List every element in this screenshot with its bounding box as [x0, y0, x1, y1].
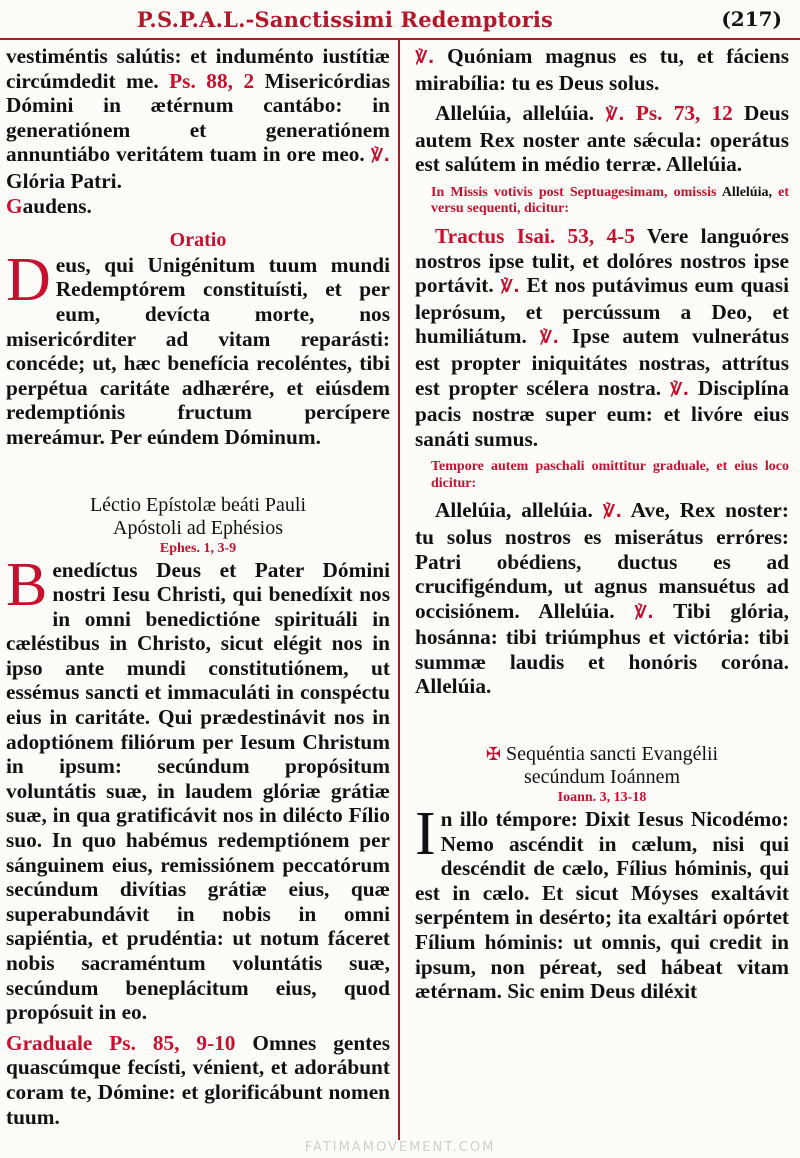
- rubric-paschal-time: Tempore autem paschali omittitur graduale, et eius loco dicitur:: [431, 459, 789, 491]
- lectio-text: Benedíctus Deus et Pater Dómini nostri Iesu Christi, qui benedíxit nos in omni benedictióne spirituáli in cæléstibus in Christo, sicut elégit nos in ipso ante mundi constitutiónem, ut essémus sancti et immaculáti in conspéctu eius in caritáte. Qui prædestinávit nos in adoptiónem filiórum per Iesum Christum in ipsum: secúndum propósitum voluntátis suæ, in laudem glóriæ grátiæ suæ, in qua gratificávit nos in dilécto Fílio suo. In quo habémus redemptiónem per sánguinem eius, remissiónem peccatórum secúndum divítias grátiæ eius, quæ superabundávit in nobis in omni sapiéntia, et prudéntia: ut notum fáceret nobis sacraméntum voluntátis suæ, secúndum beneplácitum eius, quod propósuit in eo.: [6, 550, 390, 1025]
- gospel-title: ✠ Sequéntia sancti Evangélii secúndum Ioánnem: [485, 743, 719, 789]
- tractus-label: Tractus Isai. 53, 4-5: [435, 223, 635, 248]
- versicle-icon: ℣.: [602, 502, 622, 523]
- versicle-icon: ℣.: [634, 602, 654, 623]
- cross-icon: ✠: [485, 744, 501, 765]
- versicle-icon: ℣.: [669, 379, 690, 400]
- gaudens-rest: audens.: [22, 193, 92, 218]
- gospel-text: In illo témpore: Dixit Iesus Nicodémo: Nemo ascéndit in cælum, nisi qui descéndit de cælo, Fílius hóminis, qui est in cælo. Et sicut Móyses exaltávit serpéntem in desérto; ita exaltári opórtet Fílium hóminis: ut omnis, qui credit in ipsum, non péreat, sed hábeat vitam ætérnam. Sic enim Deus diléxit: [415, 800, 789, 1004]
- paschal-alleluia: Allelúia, allelúia. ℣. Ave, Rex noster: tu solus nostros es miserátus erróres: Patri obédiens, ductus es ad crucifigéndum, ut agnus mansuétus ad occisiónem. Allelúia. ℣. Tibi glória, hosánna: tibi triúmphus et victória: tibi summæ laudis et honóris coróna. Allelúia.: [415, 498, 789, 699]
- gaudens-initial: G: [6, 193, 23, 218]
- lectio-title: Léctio Epístolæ beáti Pauli Apóstoli ad Ephésios: [89, 493, 307, 539]
- watermark: FATIMAMOVEMENT.COM: [304, 1140, 496, 1155]
- left-column: [6, 44, 390, 1129]
- right-column: [415, 44, 789, 1004]
- alleluia-verse: Allelúia, allelúia. ℣. Ps. 73, 12 Deus autem Rex noster ante sǽcula: operátus est salútem in médio terræ. Allelúia.: [415, 101, 790, 177]
- graduale-versicle: ℣. Quóniam magnus es tu, et fáciens mirabília: tu es Deus solus.: [415, 44, 789, 95]
- oratio-heading: Oratio: [169, 229, 227, 252]
- versicle-icon: ℣.: [500, 277, 520, 298]
- versicle-icon: ℣.: [370, 146, 390, 167]
- versicle-icon: ℣.: [539, 328, 559, 349]
- tractus-text: Tractus Isai. 53, 4-5 Vere languóres nostros ipse tulit, et dolóres nostros ipse portávit. ℣. Et nos putávimus eum quasi leprósum, et percússum a Deo, et humiliátum. ℣. Ipse autem vulnerátus est propter iniquitátes nostras, attrítus est propter scélera nostra. ℣. Disciplína pacis nostræ super eum: et livóre eius sanáti sumus.: [415, 223, 789, 451]
- running-title: P.S.P.A.L.-Sanctissimi Redemptoris: [136, 7, 554, 32]
- versicle-icon: ℣.: [415, 48, 435, 68]
- versicle-icon: ℣.: [605, 105, 625, 126]
- column-divider: [398, 40, 400, 1140]
- oratio-dropcap: D: [6, 245, 51, 314]
- introit-psalm-ref: Ps. 88, 2: [169, 68, 255, 93]
- lectio-reference: Ephes. 1, 3-9: [159, 540, 237, 556]
- graduale-text: Graduale Ps. 85, 9-10 Omnes gentes quascúmque fecísti, vénient, et adorábunt coram te, Dómine: et glorificábunt nomen tuum.: [6, 1030, 390, 1129]
- page-header: [0, 0, 800, 40]
- rubric-votive-masses: In Missis votivis post Septuagesimam, omissis Allelúia, et versu sequenti, dicitur:: [431, 184, 790, 217]
- introit-ending: vestiméntis salútis: et induménto iustítiæ circúmdedit me. Ps. 88, 2 Misericórdias Dómini in ætérnum cantábo: in generatiónem et generatiónem annuntiábo veritátem tuam in ore meo. ℣. Glória Patri. Gaudens.: [6, 44, 390, 218]
- oratio-text: Deus, qui Unigénitum tuum mundi Redemptórem constituísti, et per eum, devícta morte, nos misericórditer ad vitam reparásti: concéde; ut, hæc benefícia recoléntes, tibi perpétua caritáte adhærére, et eiúsdem redemptiónis fructum percípere mereámur. Per eúndem Dóminum.: [6, 245, 390, 449]
- page-number: (217): [721, 7, 782, 31]
- lectio-dropcap: B: [6, 550, 48, 619]
- gospel-dropcap: I: [415, 800, 436, 869]
- alleluia-psalm-ref: Ps. 73, 12: [635, 101, 733, 126]
- gospel-reference: Ioann. 3, 13-18: [557, 790, 647, 806]
- graduale-label: Graduale Ps. 85, 9-10: [6, 1030, 236, 1055]
